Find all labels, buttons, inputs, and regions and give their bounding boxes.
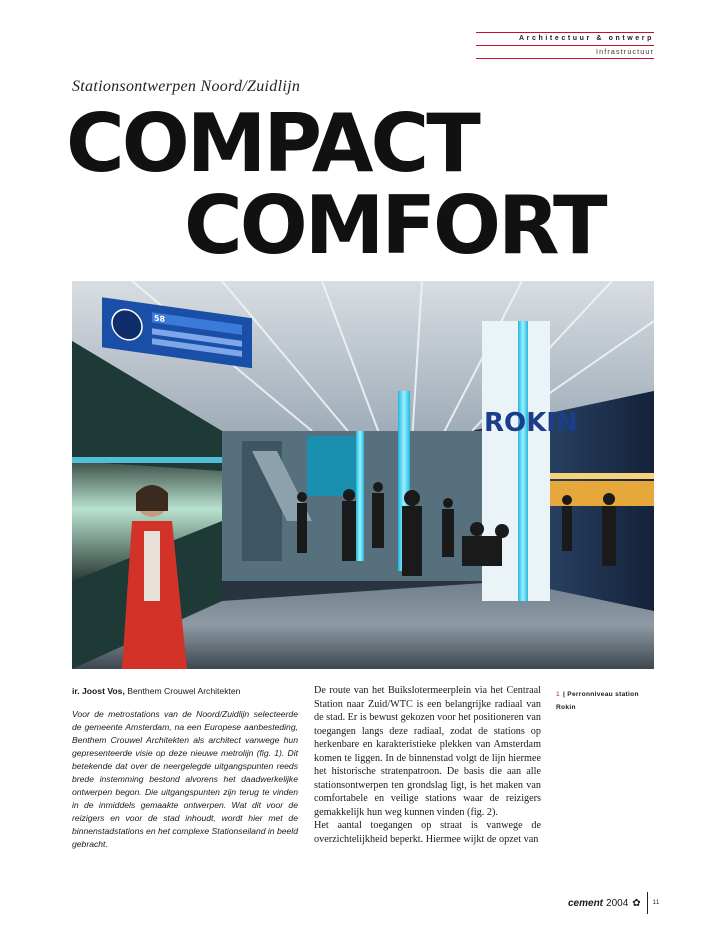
subsection-label: Infrastructuur [595,49,654,56]
section-header [476,32,654,59]
page-number: 11 [652,900,660,906]
flower-icon: ✿ [632,897,641,909]
page-footer [568,892,660,914]
author-name: ir. Joost Vos, [72,686,125,696]
author-affiliation: Benthem Crouwel Architekten [127,686,241,696]
body-column [314,684,541,846]
body-paragraph-2: Het aantal toegangen op straat is vanwege de overzichtelijkheid beperkt. Hiermee wijkt de opzet van [314,820,541,845]
body-paragraph-1: De route van het Buikslotermeerplein via het Centraal Station naar Zuid/WTC is een belangrijke radiaal van de stad. Er is bewust gekozen voor het positioneren van toegangen langs deze radiaal, zodat de stations op herkenbare en karakteristieke plekken van Amsterdam komen te liggen. In de binnenstad volgt de lijn hiermee het historische stratenpatroon. De basis die aan alle stationsontwerpen ten grondslag ligt, is het maken van comfortabele en veilige stations waar de reizigers gemakkelijk hun weg kunnen vinden (fig. 2). [314,685,541,818]
info-sign-number: 58 [154,313,166,325]
footer-divider [647,892,648,914]
title-line-1: COMPACT [66,97,478,190]
title-line-2: COMFORT [184,179,605,272]
station-name-sign: ROKIN [484,408,578,438]
magazine-year: 2004 [606,897,629,909]
intro-text: Voor de metrostations van de Noord/Zuidlijn selecteerde de gemeente Amsterdam, na een Europese aanbesteding, Benthem Crouwel Architekten als architect vanwege hun gepresenteerde visie op deze nieuwe metrolijn (fig. 1). Dit betekende dat over de neergelegde uitgangspunten reeds brede instemming bestond alvorens het daadwerkelijke ontwerpen begon. Die uitgangspunten zijn terug te vinden in de inmiddels gemaakte ontwerpen. Wat dit voor de reizigers en voor de stad inhoudt, wordt hier met de binnenstadstations en het complexe Stationseiland in beeld gebracht. [72,709,298,849]
author-byline [72,685,298,698]
magazine-name: cement [568,897,604,909]
header-rule-bottom [476,58,654,59]
caption-separator: | [562,691,568,698]
intro-column [72,685,298,851]
caption-text: Perronniveau station Rokin [556,691,639,711]
article-kicker: Stationsontwerpen Noord/Zuidlijn [72,78,301,95]
caption-number: 1 [556,691,560,698]
section-label: Architectuur & ontwerp [519,35,654,42]
station-platform-photo [72,281,654,669]
figure-caption [556,688,656,714]
